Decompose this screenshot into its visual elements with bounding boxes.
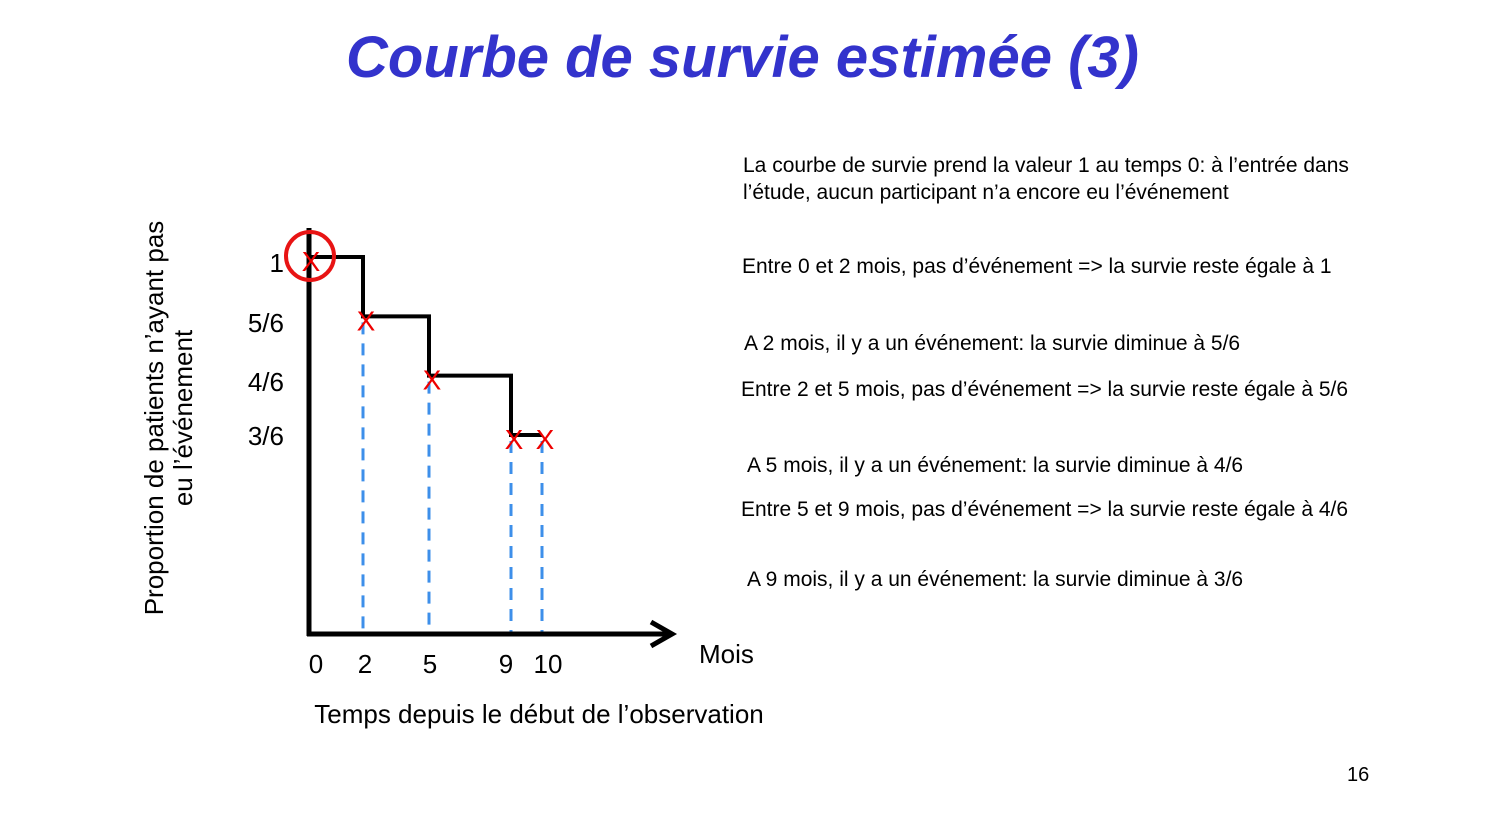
y-tick-label-3: 3/6 — [247, 421, 284, 451]
note-2: Entre 0 et 2 mois, pas d’événement => la survie reste égale à 1 — [742, 255, 1332, 278]
y-axis-label — [139, 221, 198, 616]
event-marker-2: X — [356, 305, 376, 337]
note-1-line-1: La courbe de survie prend la valeur 1 au temps 0: à l’entrée dans — [743, 154, 1349, 177]
x-tick-label-0: 0 — [308, 649, 324, 679]
x-unit-label: Mois — [699, 639, 754, 669]
x-axis-label: Temps depuis le début de l’observation — [314, 699, 764, 729]
y-tick-label-1: 5/6 — [247, 308, 284, 338]
note-6: Entre 5 et 9 mois, pas d’événement => la survie reste égale à 4/6 — [741, 498, 1349, 521]
survival-curve — [309, 257, 542, 435]
x-tick-label-9: 9 — [498, 649, 514, 679]
event-marker-9: X — [504, 424, 524, 455]
drop-lines — [363, 322, 542, 634]
event-marker-10: X — [535, 424, 555, 455]
note-1-line-2: l’étude, aucun participant n’a encore eu l’événement — [743, 181, 1229, 204]
x-tick-labels — [309, 649, 563, 679]
note-7: A 9 mois, il y a un événement: la survie diminue à 3/6 — [747, 568, 1244, 591]
y-tick-label-2: 4/6 — [247, 367, 284, 397]
x-tick-label-10: 10 — [533, 649, 563, 679]
event-marker-0: X — [301, 246, 321, 277]
note-5: A 5 mois, il y a un événement: la survie diminue à 4/6 — [747, 454, 1244, 477]
y-tick-labels — [248, 248, 284, 451]
survival-step-line — [309, 257, 542, 435]
x-tick-label-2: 2 — [357, 649, 373, 679]
note-3: A 2 mois, il y a un événement: la survie diminue à 5/6 — [744, 332, 1241, 355]
y-axis-label-line-1: Proportion de patients n’ayant pas — [139, 220, 169, 616]
y-axis-label-line-2: eu l’événement — [168, 329, 198, 507]
y-tick-label-0: 1 — [269, 248, 284, 278]
slide-title: Courbe de survie estimée (3) — [346, 25, 1139, 90]
page-number: 16 — [1347, 764, 1370, 786]
event-marker-5: X — [422, 364, 442, 396]
note-1 — [743, 152, 1349, 206]
x-tick-label-5: 5 — [422, 649, 438, 679]
event-markers — [286, 232, 555, 455]
note-4: Entre 2 et 5 mois, pas d’événement => la survie reste égale à 5/6 — [741, 378, 1349, 401]
